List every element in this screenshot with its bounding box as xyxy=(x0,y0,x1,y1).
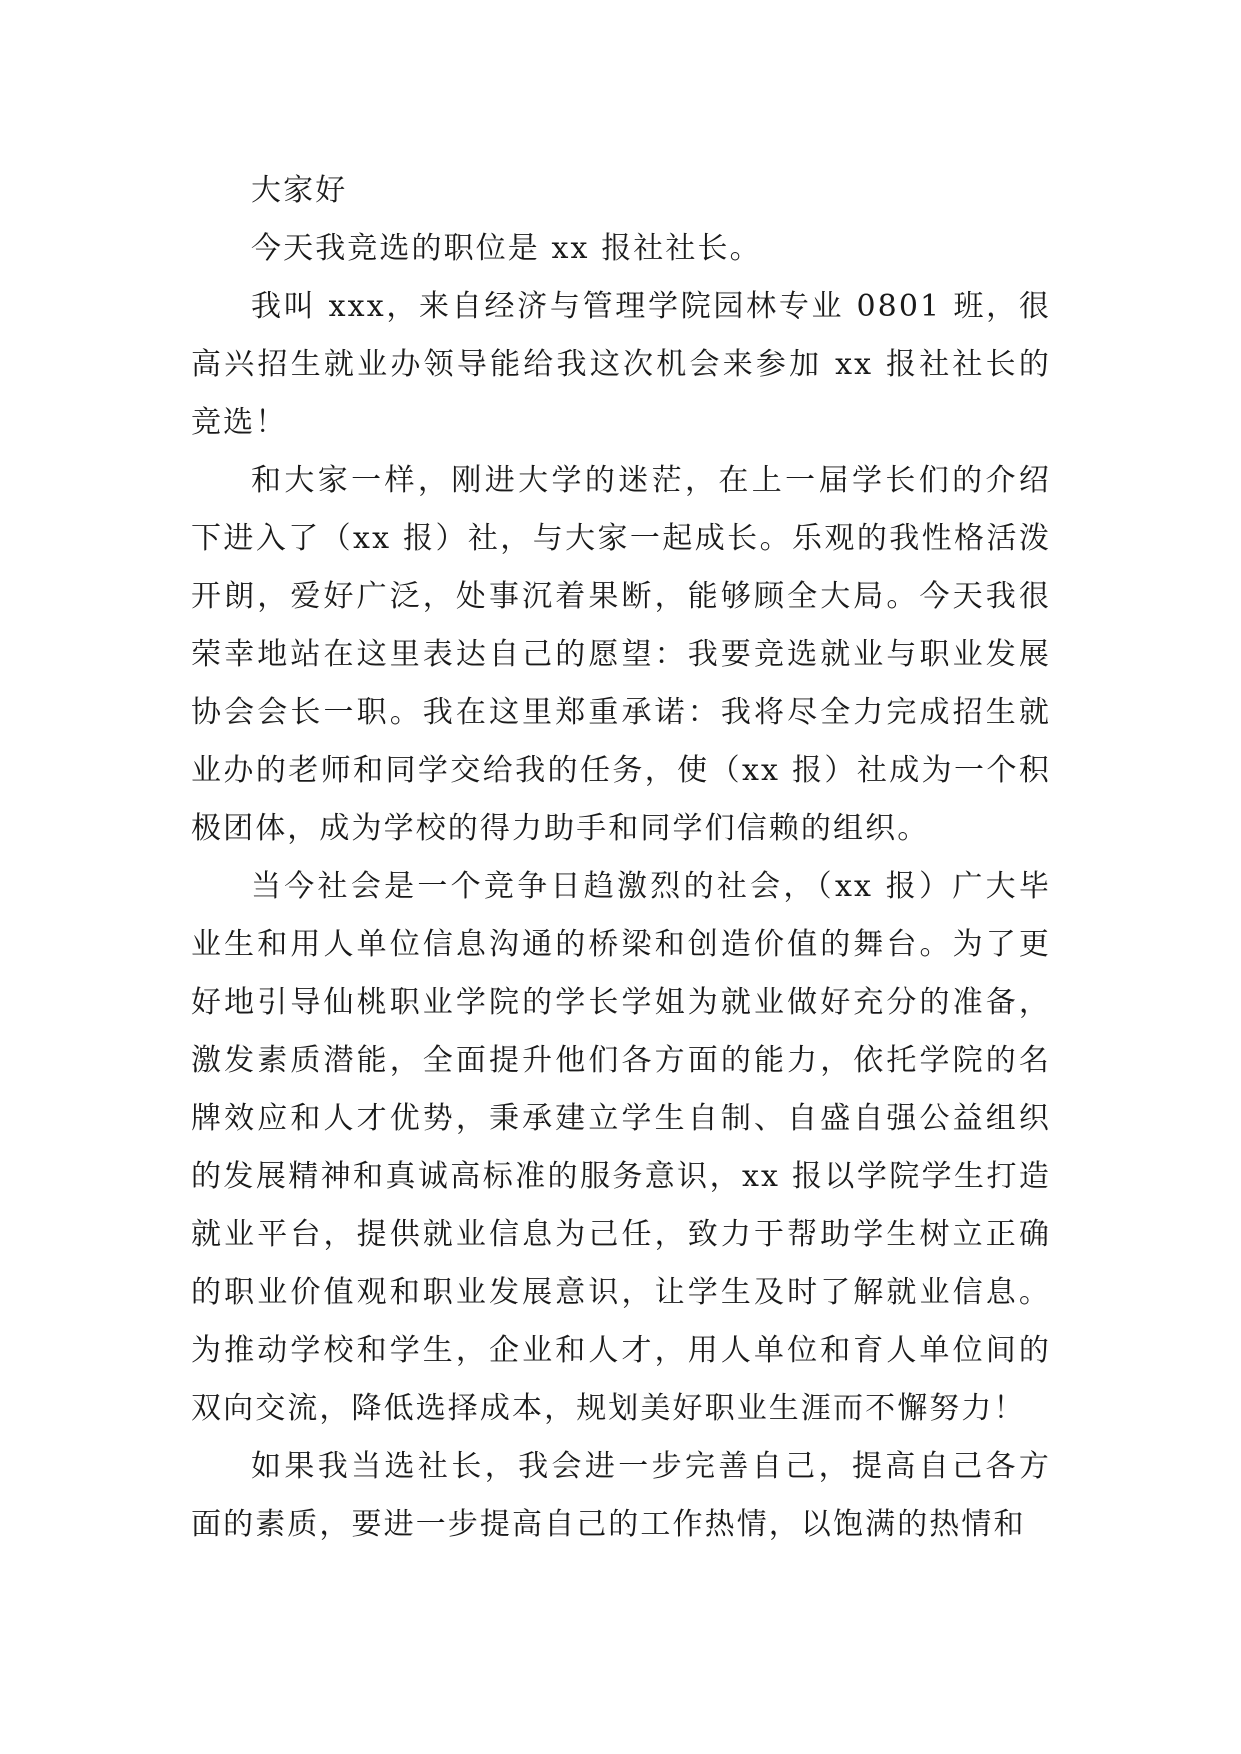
document-body xyxy=(191,162,1051,1554)
paragraph-position: 今天我竞选的职位是 xx 报社社长。 xyxy=(251,231,762,266)
paragraph-commitment: 如果我当选社长，我会进一步完善自己，提高自己各方面的素质，要进一步提高自己的工作热情，以饱满的热情和 xyxy=(191,1449,1051,1542)
paragraph-mission: 当今社会是一个竞争日趋激烈的社会，（xx 报）广大毕业生和用人单位信息沟通的桥梁和创造价值的舞台。为了更好地引导仙桃职业学院的学长学姐为就业做好充分的准备，激发素质潜能，全面提升他们各方面的能力，依托学院的名牌效应和人才优势，秉承建立学生自制、自盛自强公益组织的发展精神和真诚高标准的服务意识，xx 报以学院学生打造就业平台，提供就业信息为己任，致力于帮助学生树立正确的职业价值观和职业发展意识，让学生及时了解就业信息。为推动学校和学生，企业和人才，用人单位和育人单位间的双向交流，降低选择成本，规划美好职业生涯而不懈努力！ xyxy=(191,869,1051,1426)
paragraph-introduction: 我叫 xxx，来自经济与管理学院园林专业 0801 班，很高兴招生就业办领导能给我这次机会来参加 xx 报社社长的竞选！ xyxy=(191,289,1051,440)
paragraph-greeting: 大家好 xyxy=(251,173,348,208)
paragraph-background: 和大家一样，刚进大学的迷茫，在上一届学长们的介绍下进入了（xx 报）社，与大家一起成长。乐观的我性格活泼开朗，爱好广泛，处事沉着果断，能够顾全大局。今天我很荣幸地站在这里表达自己的愿望：我要竞选就业与职业发展协会会长一职。我在这里郑重承诺：我将尽全力完成招生就业办的老师和同学交给我的任务，使（xx 报）社成为一个积极团体，成为学校的得力助手和同学们信赖的组织。 xyxy=(191,463,1051,846)
